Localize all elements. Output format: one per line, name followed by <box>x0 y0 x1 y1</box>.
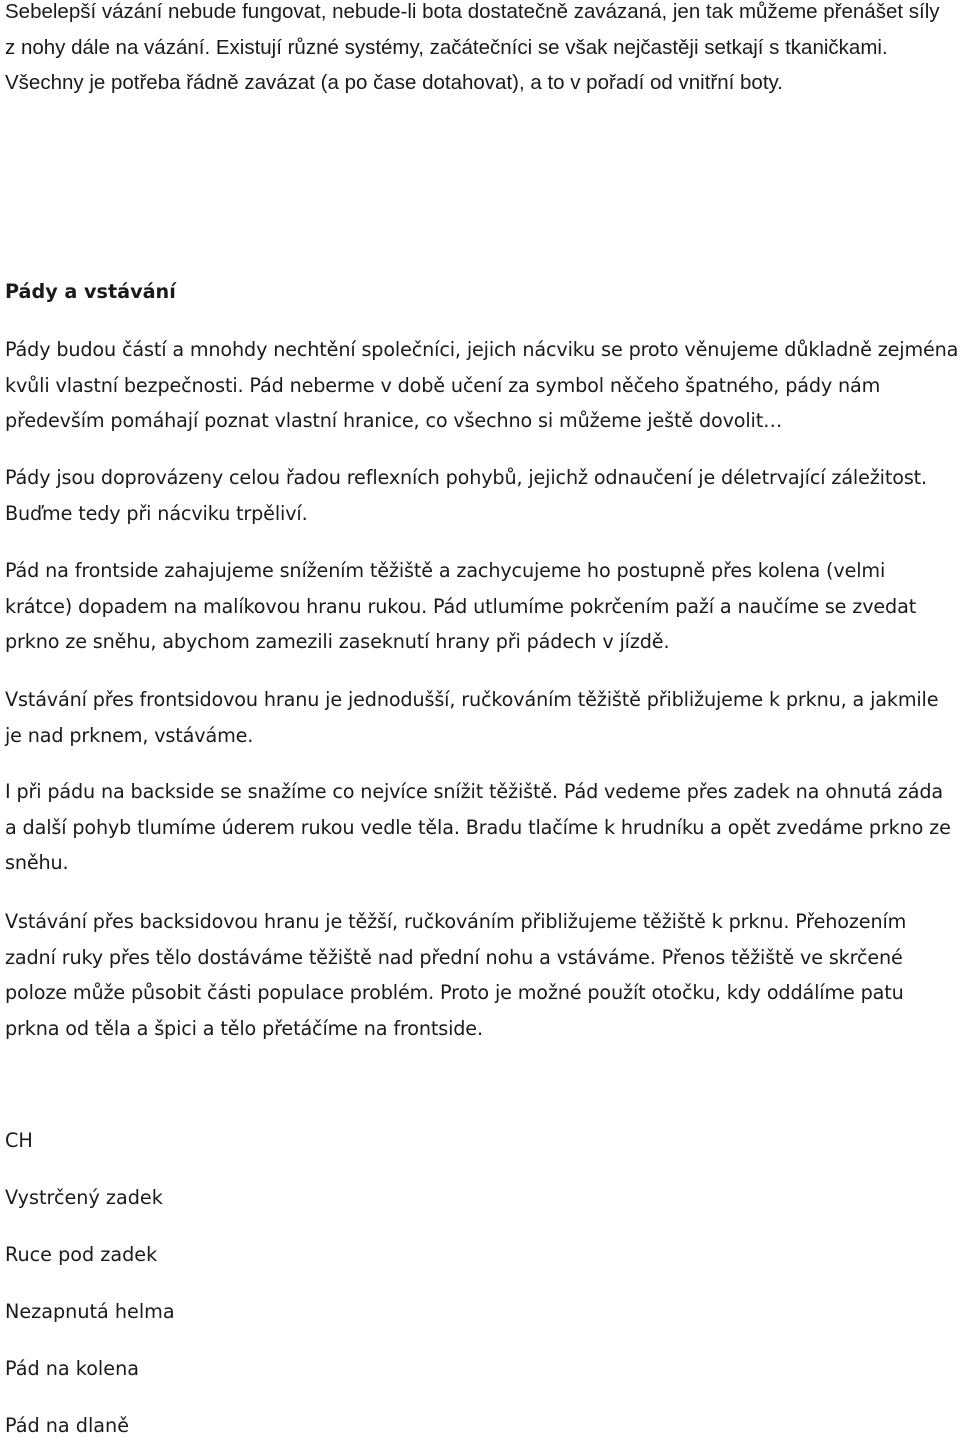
paragraph-reflexes: Pády jsou doprovázeny celou řadou reflexních pohybů, jejichž odnaučení je déletrvající záležitost. Buďme tedy při nácviku trpěliví. <box>5 466 927 525</box>
paragraph-frontside-fall: Pád na frontside zahajujeme snížením těžiště a zachycujeme ho postupně přes kolena (velmi krátce) dopadem na malíkovou hranu rukou. Pád utlumíme pokrčením paží a naučíme se zvedat prkno ze sněhu, abychom zamezili zaseknutí hrany při pádech v jízdě. <box>5 559 917 653</box>
list-item: Ruce pod zadek <box>5 1243 158 1266</box>
list-item: CH <box>5 1129 33 1152</box>
paragraph-falls-intro: Pády budou částí a mnohdy nechtění společníci, jejich nácviku se proto věnujeme důkladně zejména kvůli vlastní bezpečnosti. Pád neberme v době učení za symbol něčeho špatného, pády nám především pomáhají poznat vlastní hranice, co všechno si můžeme ještě dovolit… <box>5 338 959 432</box>
section-heading: Pády a vstávání <box>5 280 176 303</box>
document-page <box>5 0 959 1437</box>
list-item: Vystrčený zadek <box>5 1186 163 1209</box>
paragraph-backside-fall: I při pádu na backside se snažíme co nejvíce snížit těžiště. Pád vedeme přes zadek na ohnutá záda a další pohyb tlumíme úderem rukou vedle těla. Bradu tlačíme k hrudníku a opět zvedáme prkno ze sněhu. <box>5 780 951 874</box>
paragraph-backside-standup: Vstávání přes backsidovou hranu je těžší, ručkováním přibližujeme těžiště k prknu. Přehozením zadní ruky přes tělo dostáváme těžiště nad přední nohu a vstáváme. Přenos těžiště ve skrčené poloze může působit části populace problém. Proto je možné použít otočku, kdy oddálíme patu prkna od těla a špici a tělo přetáčíme na frontside. <box>5 910 907 1040</box>
list-item: Pád na kolena <box>5 1357 139 1380</box>
list-item: Pád na dlaně <box>5 1414 129 1437</box>
paragraph-frontside-standup: Vstávání přes frontsidovou hranu je jednodušší, ručkováním těžiště přibližujeme k prknu, a jakmile je nad prknem, vstáváme. <box>5 688 939 747</box>
list-item: Nezapnutá helma <box>5 1300 175 1323</box>
intro-paragraph: Sebelepší vázání nebude fungovat, nebude-li bota dostatečně zavázaná, jen tak můžeme přenášet síly z nohy dále na vázání. Existují různé systémy, začátečníci se však nejčastěji setkají s tkaničkami. Všechny je potřeba řádně zavázat (a po čase dotahovat), a to v pořadí od vnitřní boty. <box>5 0 940 94</box>
